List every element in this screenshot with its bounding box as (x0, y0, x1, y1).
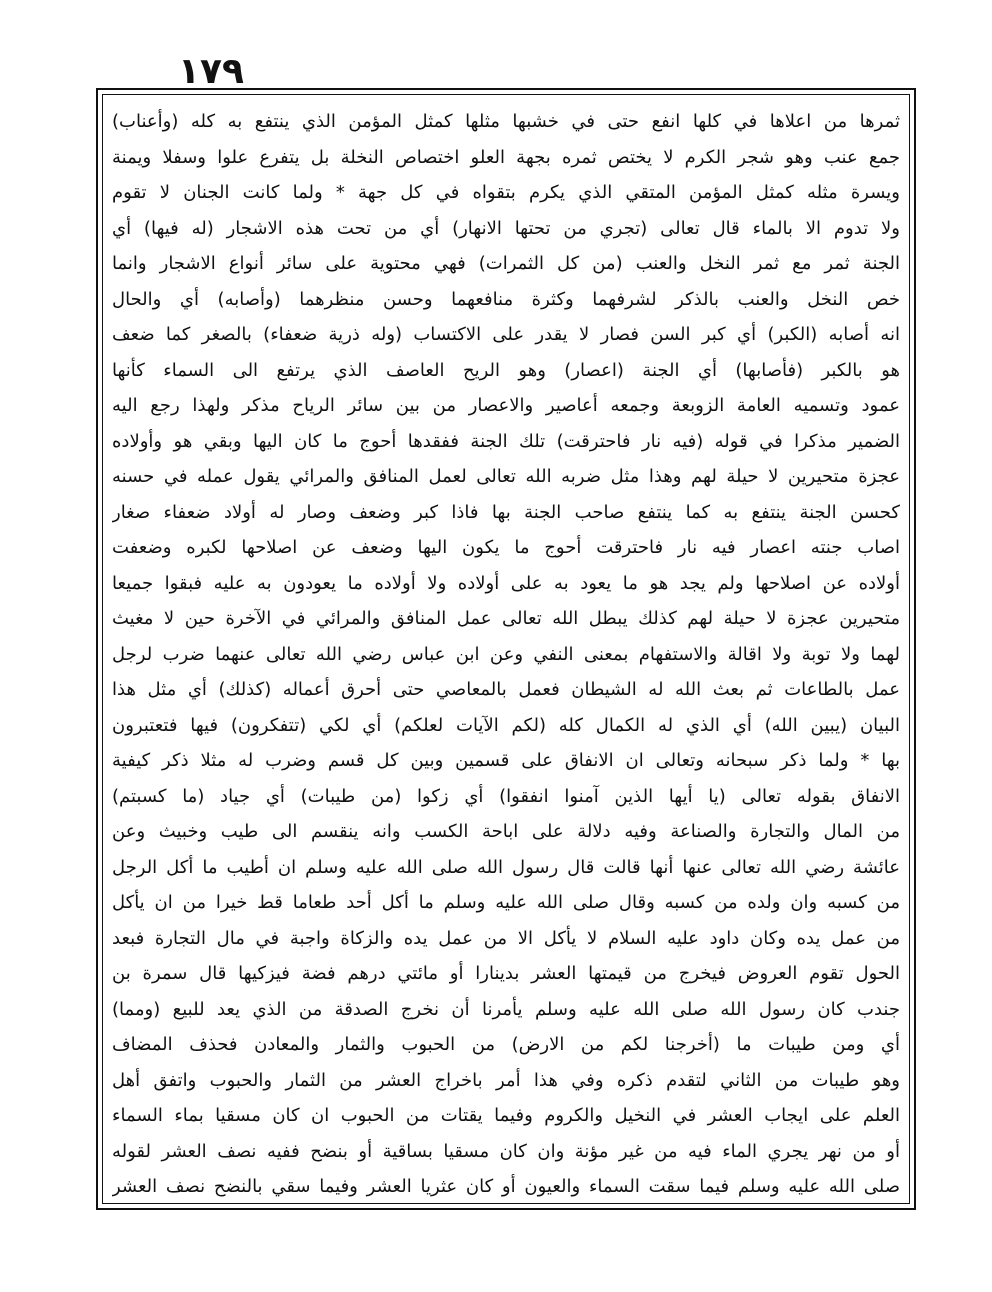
text-line: أو من نهر يجري الماء فيه من غير مؤنة وان كان مسقيا بساقية أو بنضح ففيه نصف العشر لقوله (112, 1140, 900, 1162)
text-line: ثمرها من اعلاها في كلها انفع حتى في خشبها مثلها كمثل المؤمن الذي ينتفع به كله (وأعناب) (112, 111, 900, 132)
text-line: الجنة ثمر مع ثمر النخل والعنب (من كل الثمرات) فهي محتوية على سائر أنواع الاشجار وانما (112, 253, 900, 274)
text-line: الانفاق بقوله تعالى (يا أيها الذين آمنوا انفقوا) أي زكوا (من طيبات) أي جياد (ما كسبتم) (112, 785, 900, 807)
text-line: البيان (يبين الله) أي الذي له الكمال كله (لكم الآيات لعلكم) أي لكي (تتفكرون) فيها فتعتبرون (112, 714, 900, 736)
text-line: جمع عنب وهو شجر الكرم لا يختص ثمره بجهة العلو اختصاص النخلة بل يتفرع علوا وسفلا ويمنة (112, 146, 900, 168)
text-line: أي ومن طيبات ما (أخرجنا لكم من الارض) من الحبوب والثمار والمعادن فحذف المضاف (112, 1034, 900, 1055)
page-frame (96, 88, 916, 1210)
text-line: عجزة متحيرين لا حيلة لهم وهذا مثل ضربه الله تعالى لعمل المنافق والمرائي يقول عمله في حسنه (112, 466, 900, 487)
text-line: صلى الله عليه وسلم فيما سقت السماء والعيون أو كان عثريا العشر وفيما سقي بالنضح نصف العشر (112, 1176, 900, 1197)
text-line: من المال والتجارة والصناعة وفيه دلالة على اباحة الكسب وانه ينقسم الى طيب وخبيث وعن (112, 821, 900, 842)
text-line: الضمير مذكرا في قوله (فيه نار فاحترقت) تلك الجنة ففقدها أحوج ما كان اليها وبقي هو وأولاده (112, 430, 900, 452)
text-line: ولا تدوم الا بالماء قال تعالى (تجري من تحتها الانهار) أي من تحت هذه الاشجار (له فيها) أي (112, 217, 900, 239)
text-line: خص النخل والعنب بالذكر لشرفهما وكثرة منافعهما وحسن منظرهما (وأصابه) أي والحال (112, 288, 900, 310)
text-line: كحسن الجنة ينتفع به كما ينتفع صاحب الجنة بها فاذا كبر وضعف وصار له أولاد ضعفاء صغار (112, 501, 900, 523)
text-line: من كسبه وان ولده من كسبه وقال صلى الله عليه وسلم ما أكل أحد طعاما قط خيرا من ان يأكل (112, 892, 900, 913)
text-line: عمود وتسميه العامة الزوبعة وجمعه أعاصير والاعصار من بين سائر الرياح مذكر ولهذا رجع اليه (112, 395, 900, 416)
text-line: بها * ولما ذكر سبحانه وتعالى ان الانفاق على قسمين وبين كل قسم وضرب له مثلا ذكر كيفية (112, 750, 900, 771)
text-line: من عمل يده وكان داود عليه السلام لا يأكل الا من عمل يده والزكاة واجبة في مال التجارة فبعد (112, 927, 900, 949)
text-line: متحيرين عجزة لا حيلة لهم كذلك يبطل الله تعالى عمل المنافق والمرائي في الآخرة حين لا مغيث (112, 608, 900, 629)
text-line: أولاده عن اصلاحها ولم يجد هو ما يعود به على أولاده ولا أولاده ما يعودون به عليه فبقوا جميعا (112, 572, 900, 594)
text-line: لهما ولا توبة ولا اقالة والاستفهام بمعنى النفي وعن ابن عباس رضي الله تعالى عنهما ضرب لرجل (112, 643, 900, 665)
page-number: ١٧٩ (178, 51, 244, 92)
text-line: وهو طيبات من الثاني لتقدم ذكره وفي هذا أمر باخراج العشر من الثمار والحبوب واتفق أهل (112, 1069, 900, 1091)
text-line: انه أصابه (الكبر) أي كبر السن فصار لا يقدر على الاكتساب (وله ذرية ضعفاء) بالصغر كما ضعف (112, 324, 900, 345)
text-line: اصاب جنته اعصار فيه نار فاحترقت أحوج ما يكون اليها وضعف عن اصلاحها لكبره وضعفت (112, 537, 900, 558)
text-line: هو بالكبر (فأصابها) أي الجنة (اعصار) وهو الريح العاصف الذي يرتفع الى السماء كأنها (112, 359, 900, 381)
text-line: الحول تقوم العروض فيخرج من قيمتها العشر بدينارا أو مائتي درهم فضة فيزكيها قال سمرة بن (112, 963, 900, 984)
text-line: عمل بالطاعات ثم بعث الله له الشيطان فعمل بالمعاصي حتى أحرق أعماله (كذلك) أي مثل هذا (112, 679, 900, 700)
text-line: عائشة رضي الله تعالى عنها أنها قالت قال رسول الله صلى الله عليه وسلم ان أطيب ما أكل الرجل (112, 856, 900, 878)
text-line: العلم على ايجاب العشر في النخيل والكروم وفيما يقتات من الحبوب ان كان مسقيا بماء السماء (112, 1105, 900, 1126)
text-line: ويسرة مثله كمثل المؤمن المتقي الذي يكرم بتقواه في كل جهة * ولما كانت الجنان لا تقوم (112, 182, 900, 203)
text-line: جندب كان رسول الله صلى الله عليه وسلم يأمرنا أن نخرج الصدقة من الذي يعد للبيع (ومما) (112, 998, 900, 1020)
text-block (112, 104, 900, 1198)
